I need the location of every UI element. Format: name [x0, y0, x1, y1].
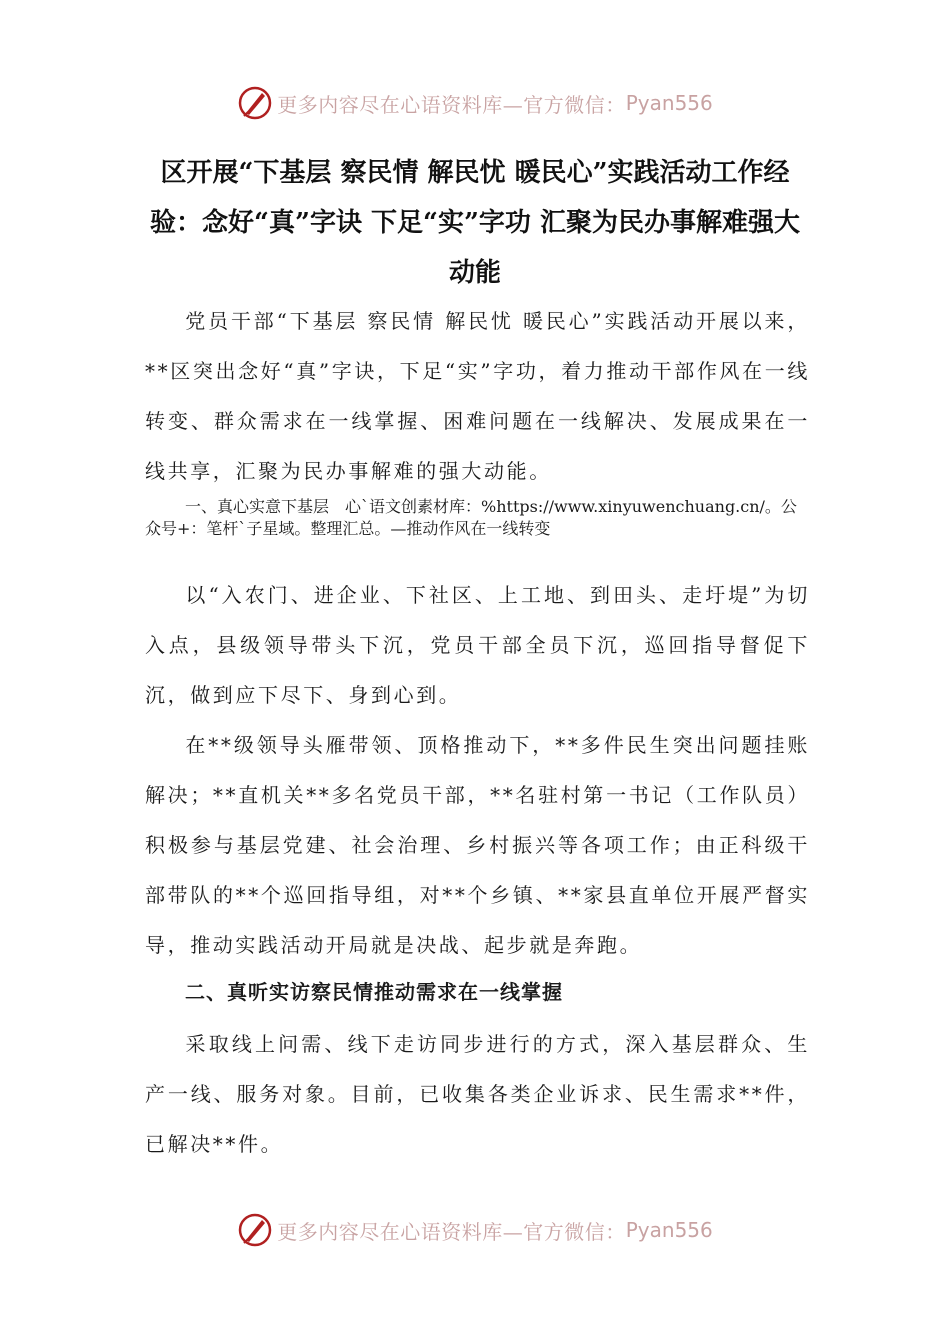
paragraph-3-text: 采取线上问需、线下走访同步进行的方式，深入基层群众、生产一线、服务对象。目前，已收集各类企业诉求、民生需求**件，已解决**件。 [145, 1032, 810, 1156]
section1-heading [145, 496, 810, 540]
banner-text: 更多内容尽在心语资料库—官方微信： [277, 92, 626, 117]
document-title: 区开展“下基层 察民情 解民忧 暖民心”实践活动工作经验：念好“真”字诀 下足“实”字功 汇聚为民办事解难强大动能 [150, 158, 800, 288]
header-banner [0, 83, 950, 123]
paragraph-1 [145, 570, 810, 720]
paragraph-3 [145, 1019, 810, 1169]
wechat-id: Pyan556 [625, 1218, 713, 1242]
section1-heading-text: 一、真心实意下基层 心`语文创素材库：%https://www.xinyuwenchuang.cn/。公众号+：笔杆`子星域。整理汇总。—推动作风在一线转变 [145, 497, 797, 538]
quill-logo-icon [237, 85, 273, 121]
wechat-id: Pyan556 [625, 91, 713, 115]
paragraph-2 [145, 720, 810, 970]
banner-text: 更多内容尽在心语资料库—官方微信： [277, 1219, 626, 1244]
intro-paragraph [145, 296, 810, 496]
paragraph-1-text: 以“入农门、进企业、下社区、上工地、到田头、走圩堤”为切入点，县级领导带头下沉，党员干部全员下沉，巡回指导督促下沉，做到应下尽下、身到心到。 [145, 583, 810, 707]
section2-heading: 二、真听实访察民情推动需求在一线掌握 [185, 980, 563, 1004]
paragraph-2-text: 在**级领导头雁带领、顶格推动下，**多件民生突出问题挂账解决；**直机关**多名党员干部，**名驻村第一书记（工作队员）积极参与基层党建、社会治理、乡村振兴等各项工作；由正科级干部带队的**个巡回指导组，对**个乡镇、**家县直单位开展严督实导，推动实践活动开局就是决战、起步就是奔跑。 [145, 733, 810, 957]
intro-text: 党员干部“下基层 察民情 解民忧 暖民心”实践活动开展以来，**区突出念好“真”字诀，下足“实”字功，着力推动干部作风在一线转变、群众需求在一线掌握、困难问题在一线解决、发展成果在一线共享，汇聚为民办事解难的强大动能。 [145, 309, 810, 483]
footer-banner [0, 1210, 950, 1250]
quill-logo-icon [237, 1212, 273, 1248]
